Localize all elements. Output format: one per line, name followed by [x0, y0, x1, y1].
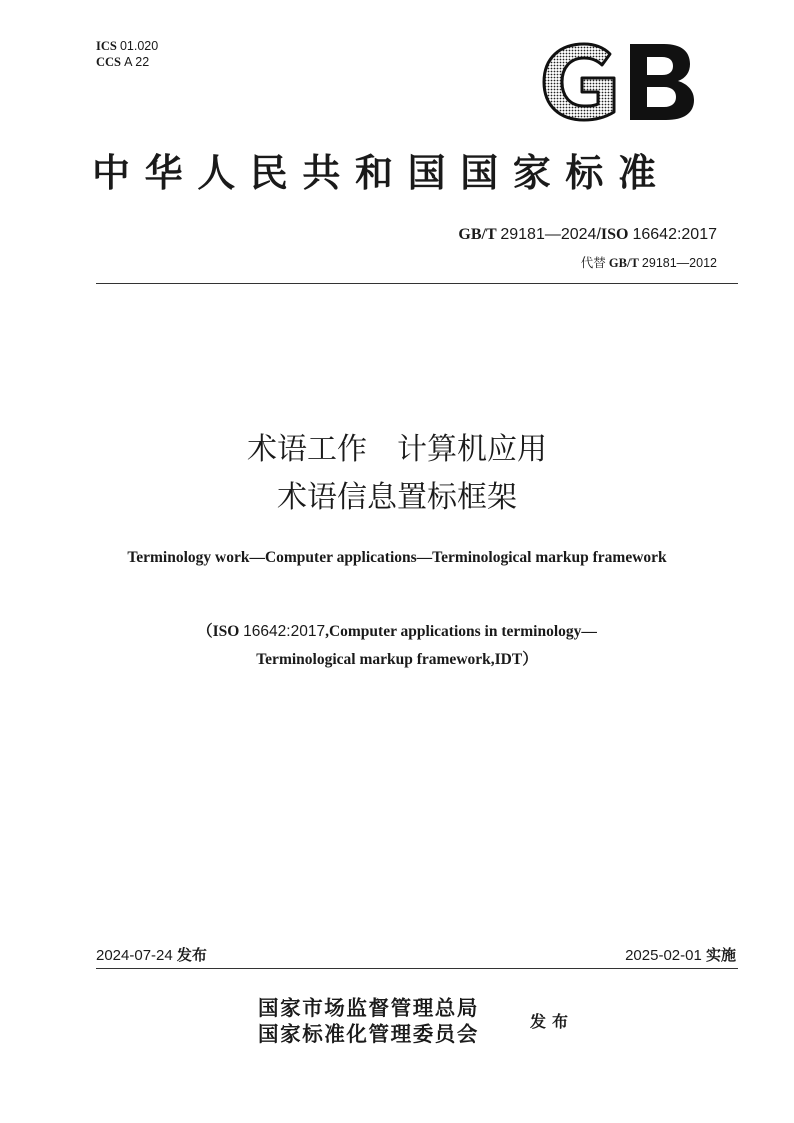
- title-en: Terminology work—Computer applications—Terminological markup framework: [127, 549, 667, 566]
- national-standard-banner: 中华人民共和国国家标准: [92, 151, 671, 195]
- classification-codes: [96, 38, 158, 70]
- gb-prefix: GB/T: [458, 226, 497, 243]
- iso-reference-line1: （ISO 16642:2017,Computer applications in terminology—: [197, 623, 597, 640]
- standard-number: [458, 226, 717, 244]
- publish-label: 发布: [530, 1012, 575, 1031]
- header-divider: [96, 283, 738, 284]
- title-cn-line1: 术语工作 计算机应用: [247, 432, 547, 467]
- ccs-code: CCS A 22: [96, 55, 150, 69]
- ics-code: ICS 01.020: [96, 39, 159, 53]
- footer-divider: [96, 968, 738, 969]
- gb-number: 29181—2024/: [500, 226, 601, 243]
- iso-number: 16642:2017: [632, 226, 717, 243]
- effective-date: 2025-02-01 实施: [625, 946, 736, 964]
- replaces-label: 代替: [580, 255, 606, 270]
- iso-prefix: ISO: [600, 226, 629, 243]
- replaces-prefix: GB/T: [608, 256, 639, 270]
- issuer-line1: 国家市场监督管理总局: [258, 996, 479, 1020]
- replaces-standard: [581, 253, 717, 271]
- gb-logo-icon: [538, 40, 698, 124]
- iso-reference-line2: Terminological markup framework,IDT）: [256, 651, 538, 668]
- issue-date: 2024-07-24 发布: [96, 946, 207, 964]
- replaces-number: 29181—2012: [641, 256, 717, 270]
- issuer-line2: 国家标准化管理委员会: [258, 1022, 479, 1046]
- title-cn-line2: 术语信息置标框架: [277, 480, 517, 515]
